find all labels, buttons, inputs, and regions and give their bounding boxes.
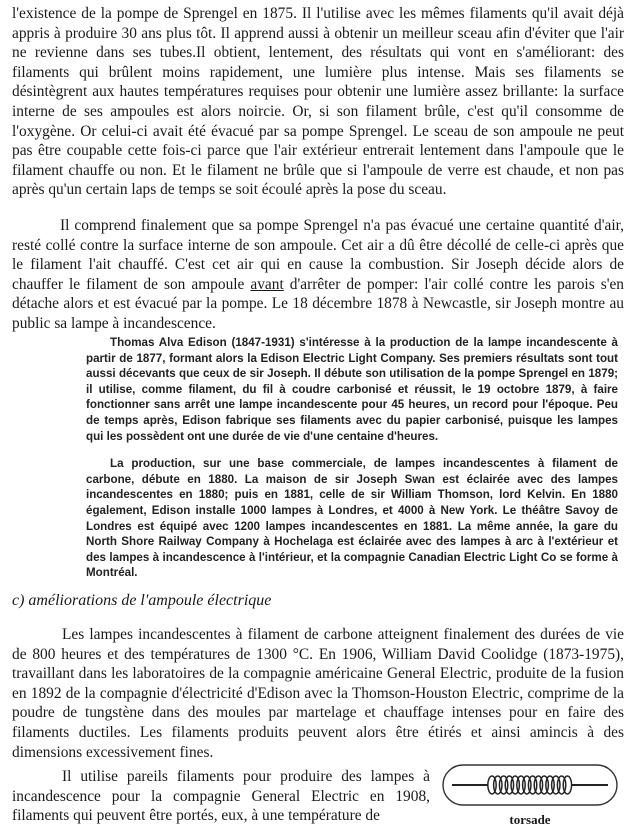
paragraph-tungsten-lamps: Il utilise pareils filaments pour produire des lampes à incandescence pour la compagnie General Electric en 1908, filaments qui peuvent être portés, eux, à une température de: [12, 768, 430, 825]
edison-sidebar: [86, 335, 618, 581]
underlined-word-avant: avant: [250, 275, 284, 293]
commercial-production-paragraph: La production, sur une base commerciale, de lampes incandescentes à filament de carbone, débute en 1880. La maison de sir Joseph Swan est éclairée avec des lampes incandescentes en 1880; puis en 1881, celle de sir William Thomson, lord Kelvin. En 1880 également, Edison installe 1000 lampes à Londres, et 4000 à New York. Le théâtre Savoy de Londres est équipé avec 1200 lampes incandescentes en 1881. La même année, la gare du North Shore Railway Company à Hochelaga est éclairée avec des lampes à arc à l'extérieur et des lampes à incandescence à l'intérieur, et la compagnie Canadian Electric Light Co se forme à Montréal.: [86, 457, 618, 580]
coiled-filament-icon: [442, 764, 618, 808]
edison-paragraph: Thomas Alva Edison (1847-1931) s'intéresse à la production de la lampe incandescente à partir de 1877, formant alors la Edison Electric Light Company. Ses premiers résultats sont tout aussi décevants que ceux de sir Joseph. Il débute son utilisation de la pompe Sprengel en 1879; il utilise, comme filament, du fil à coudre carbonisé et réussit, le 19 octobre 1879, à faire fonctionner sans arrêt une lampe incandescente pour 45 heures, un record pour l'époque. Peu de temps après, Edison fabrique ses filaments avec du papier carbonisé, puisque les lampes qui les possèdent ont une durée de vie d'une centaine d'heures.: [86, 336, 618, 443]
paragraph-air-combustion: [12, 216, 624, 334]
section-heading: c) améliorations de l'ampoule électrique: [12, 592, 272, 609]
figure-caption: torsade: [509, 812, 551, 827]
paragraph-coolidge-tungsten: Les lampes incandescentes à filament de carbone atteignent finalement des durées de vie de 800 heures et des températures de 1300 °C. En 1906, William David Coolidge (1873-1975), travaillant dans les laboratoires de la compagnie américaine General Electric, produite de la fusion en 1892 de la compagnie d'électricité d'Edison avec la Thomson-Houston Electric, comprime de la poudre de tungstène dans des moules par martelage et chauffage intenses pour en faire des filaments ductiles. Les filaments produits peuvent alors être étirés et ainsi amincis à des dimensions excessivement fines.: [12, 626, 624, 761]
paragraph-air-combustion-text-2: d'arrêter de pomper: l'air collé contre les parois s'en détache alors et est évacué par la pompe. Le 18 décembre 1878 à Newcastle, sir Joseph montre au public sa lampe à incandescence.: [12, 275, 625, 332]
coil-loop: [563, 776, 571, 794]
torsade-figure: [440, 764, 620, 828]
paragraph-air-combustion-text-1: Il comprend finalement que sa pompe Sprengel n'a pas évacué une certaine quantité d'air, resté collé contre la surface interne de son ampoule. Cet air a dû être décollé de celle-ci après que le filament l'ait chauffé. C'est cet air qui en cause la combustion. Sir Joseph décide alors de chauffer le filament de son ampoule: [12, 217, 624, 293]
paragraph-sprengel-pump: l'existence de la pompe de Sprengel en 1875. Il l'utilise avec les mêmes filaments qu'il avait déjà appris à produire 30 ans plus tôt. Il apprend aussi à obtenir un meilleur sceau afin d'éviter que l'air ne revienne dans ses tubes.Il obtient, lentement, des résultats qui vont en s'améliorant: des filaments qui brûlent moins rapidement, une lumière plus intense. Mais ses filaments se désintègrent aux hautes températures requises pour obtenir une lumière assez brillante: la surface interne de ses ampoules est alors noircie. Or, si son filament brûle, c'est qu'il consomme de l'oxygène. Or celui-ci avait été évacué par sa pompe Sprengel. Le sceau de son ampoule ne peut pas être coupable cette fois-ci parce que l'air extérieur entrerait lentement dans l'ampoule que le filament chauffe ou non. Et le filament ne brûle que si l'ampoule de verre est chaude, et non pas après qu'un certain laps de temps se soit écoulé après la pose du sceau.: [12, 5, 624, 199]
